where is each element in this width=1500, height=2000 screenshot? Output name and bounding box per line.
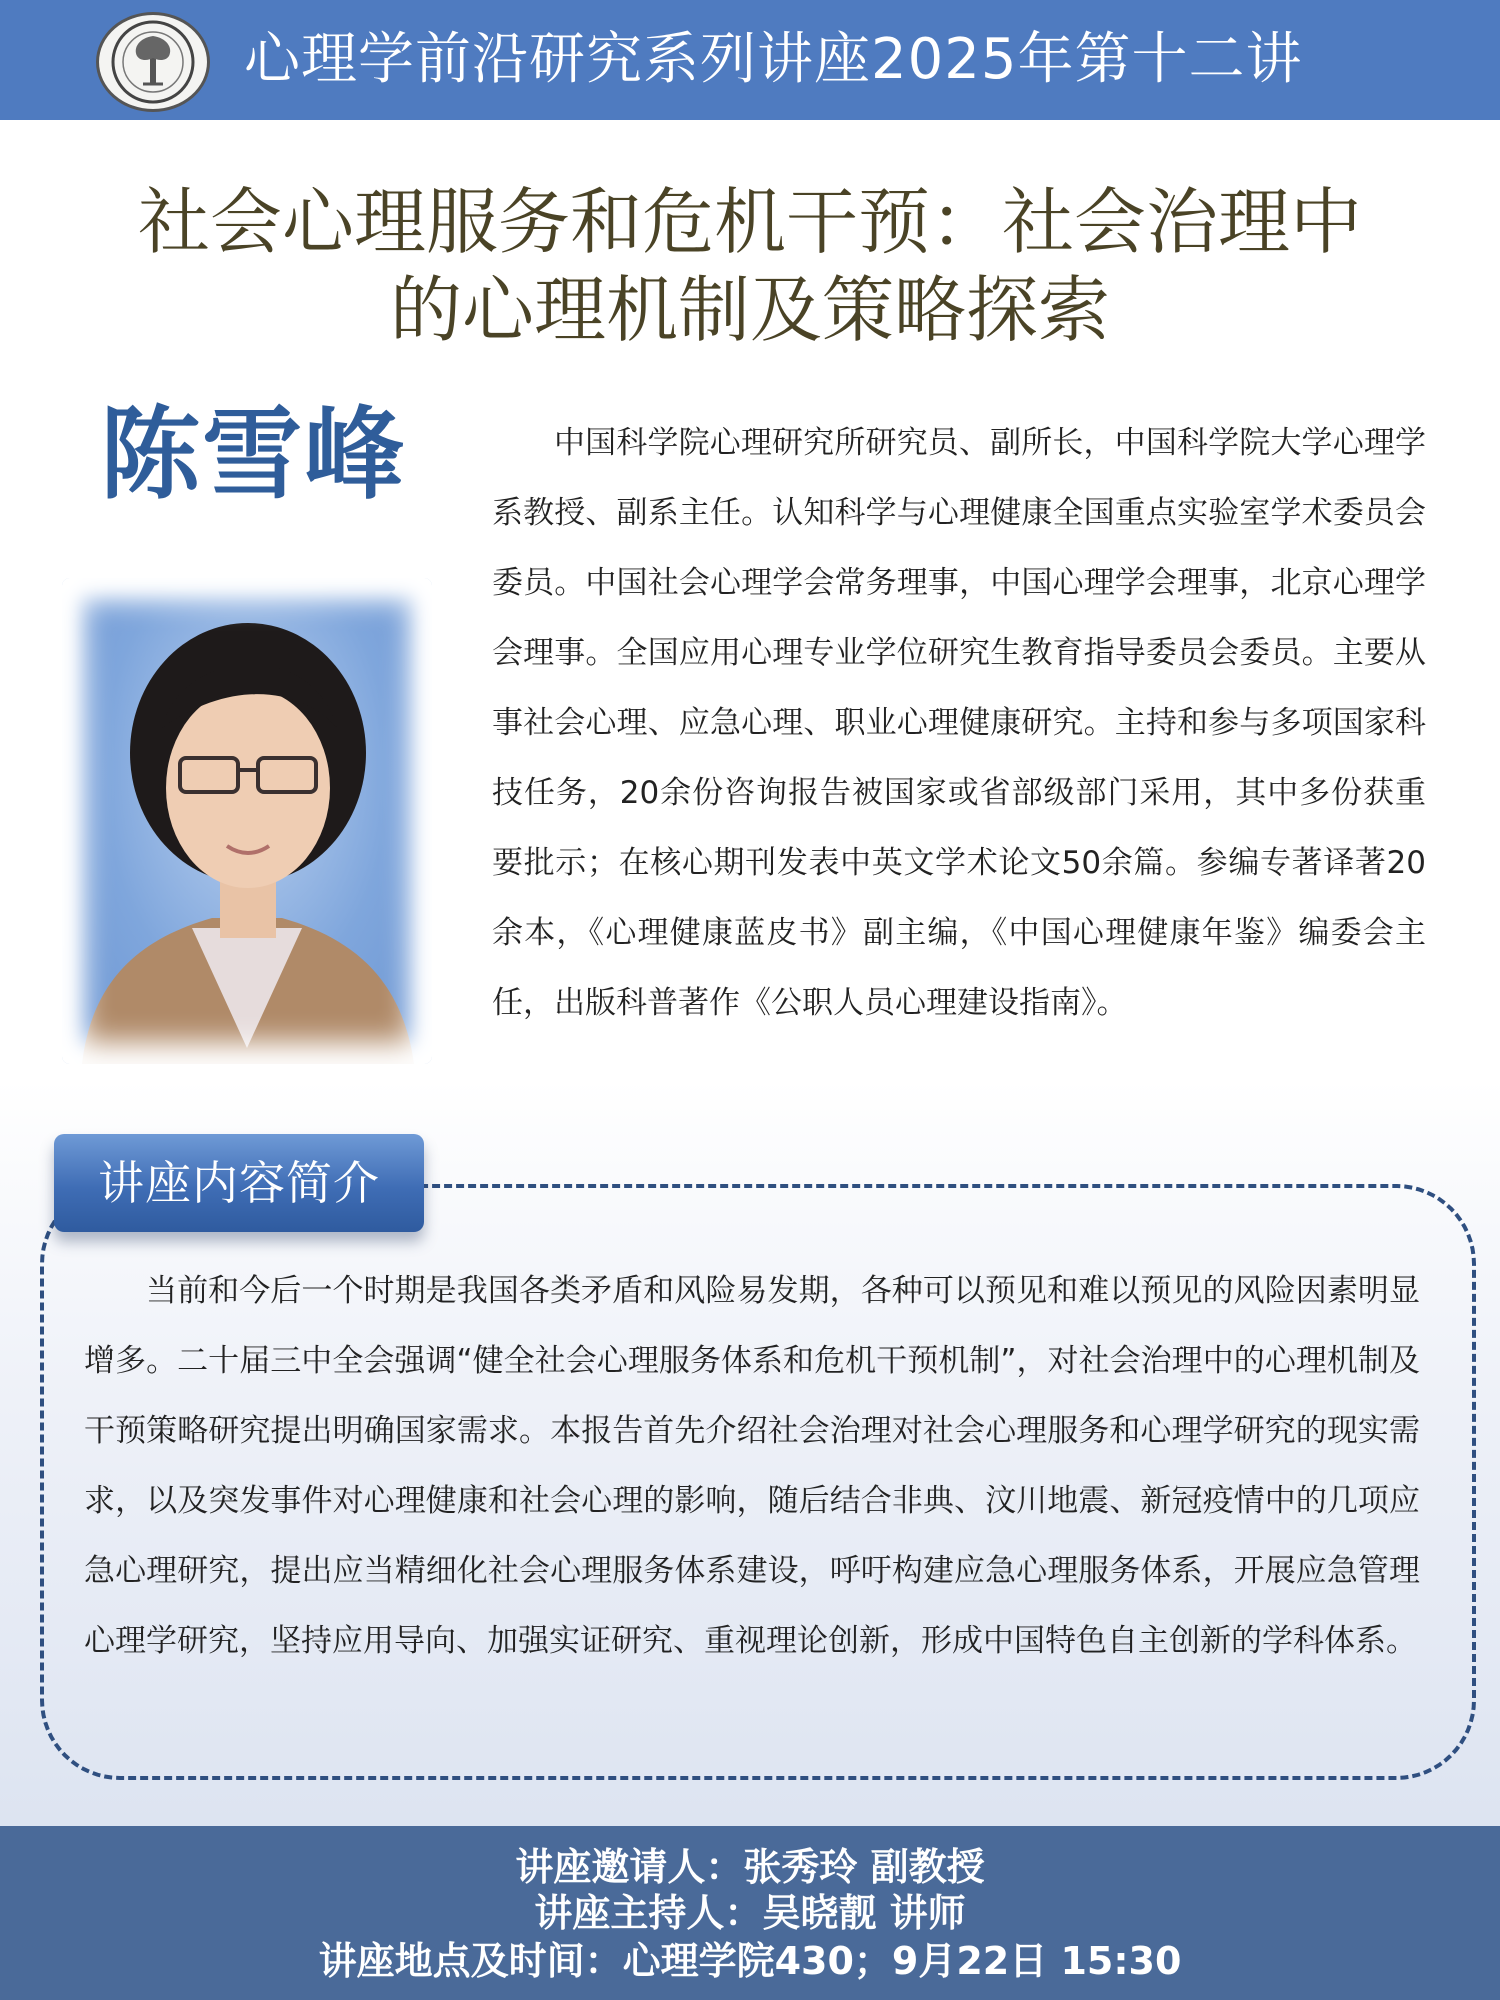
tree-emblem-icon: [103, 18, 203, 106]
speaker-photo: [62, 578, 432, 1064]
footer-inviter: 讲座邀请人：张秀玲 副教授: [515, 1845, 985, 1889]
university-seal-icon: [96, 12, 210, 112]
lecture-title: [80, 178, 1420, 354]
lecture-title-line-1: 社会心理服务和危机干预：社会治理中: [137, 180, 1362, 264]
footer-host: 讲座主持人：吴晓靓 讲师: [534, 1891, 966, 1935]
footer-venue-time: 讲座地点及时间：心理学院430；9月22日 15:30: [318, 1939, 1182, 1983]
speaker-name: 陈雪峰: [100, 396, 406, 513]
header-bar: [0, 0, 1500, 120]
summary-section-label: 讲座内容简介: [54, 1134, 424, 1232]
series-title: 心理学前沿研究系列讲座2025年第十二讲: [244, 27, 1303, 92]
summary-text: 当前和今后一个时期是我国各类矛盾和风险易发期，各种可以预见和难以预见的风险因素明显增多。二十届三中全会强调“健全社会心理服务体系和危机干预机制”，对社会治理中的心理机制及干预策略研究提出明确国家需求。本报告首先介绍社会治理对社会心理服务和心理学研究的现实需求，以及突发事件对心理健康和社会心理的影响，随后结合非典、汶川地震、新冠疫情中的几项应急心理研究，提出应当精细化社会心理服务体系建设，呼吁构建应急心理服务体系，开展应急管理心理学研究，坚持应用导向、加强实证研究、重视理论创新，形成中国特色自主创新的学科体系。: [84, 1273, 1420, 1659]
speaker-bio: 中国科学院心理研究所研究员、副所长，中国科学院大学心理学系教授、副系主任。认知科学与心理健康全国重点实验室学术委员会委员。中国社会心理学会常务理事，中国心理学会理事，北京心理学会理事。全国应用心理专业学位研究生教育指导委员会委员。主要从事社会心理、应急心理、职业心理健康研究。主持和参与多项国家科技任务，20余份咨询报告被国家或省部级部门采用，其中多份获重要批示；在核心期刊发表中英文学术论文50余篇。参编专著译著20余本，《心理健康蓝皮书》副主编，《中国心理健康年鉴》编委会主任，出版科普著作《公职人员心理建设指南》。: [492, 425, 1426, 1021]
lecture-title-line-2: 的心理机制及策略探索: [389, 268, 1110, 352]
speaker-portrait-icon: [62, 578, 432, 1064]
